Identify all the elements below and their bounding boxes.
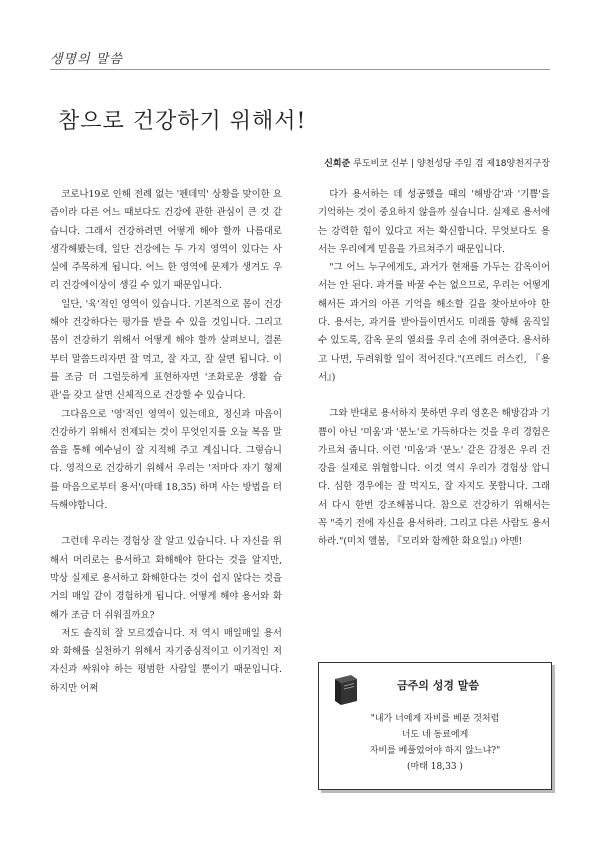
verse-title: 금주의 성경 말씀 bbox=[397, 679, 480, 692]
verse-line: 너도 네 동료에게 bbox=[401, 730, 469, 740]
paragraph: 저도 솔직히 잘 모르겠습니다. 저 역시 매일매일 용서와 화해를 실천하기 위해서 자기중심적이고 이기적인 저 자신과 싸워야 하는 평범한 사람일 뿐이기 때문입니다. 하지만 어쩌 bbox=[50, 627, 282, 694]
byline bbox=[324, 156, 550, 169]
verse-text bbox=[319, 711, 551, 775]
verse-line: 자비를 베풀었어야 하지 않느냐?" bbox=[369, 746, 501, 756]
paragraph: 그런데 우리는 경험상 잘 알고 있습니다. 나 자신을 위해서 머리로는 용서하고 화해해야 한다는 것을 알지만, 막상 실제로 용서하고 화해한다는 것이 쉽지 않다는 것을 거의 매일 같이 경험하게 됩니다. 어떻게 해야 용서와 화해가 조금 더 쉬워질까요? bbox=[50, 536, 282, 621]
verse-line: "내가 너에게 자비를 베푼 것처럼 bbox=[370, 714, 500, 724]
byline-role: 루도비코 신부 | 양천성당 주임 겸 제18양천지구장 bbox=[350, 159, 550, 169]
verse-reference: (마태 18,33 ) bbox=[407, 762, 463, 772]
article-title: 참으로 건강하기 위해서! bbox=[58, 109, 307, 134]
section-label: 생명의 말씀 bbox=[50, 52, 123, 67]
weekly-verse-box bbox=[318, 662, 552, 790]
bible-icon bbox=[331, 673, 361, 707]
quote-paragraph: "그 어느 누구에게도, 과거가 현재를 가두는 감옥이어서는 안 된다. 과거를 바꿀 수는 없으므로, 우리는 어떻게 해서든 과거의 아픈 기억을 해소할 길을 찾아보아야 한다. 용서는, 과거를 받아들이면서도 미래를 향해 움직일 수 있도록, 감옥 문의 열쇠를 우리 손에 쥐여준다. 용서하고 나면, 두려워할 일이 적어진다."(프레드 러스킨, 『용서』) bbox=[318, 262, 550, 383]
byline-name: 신희준 bbox=[324, 159, 351, 169]
paragraph: 일단, '육'적인 영역이 있습니다. 기본적으로 몸이 건강해야 건강하다는 평가를 받을 수 있을 것입니다. 그리고 몸이 건강하기 위해서 어떻게 해야 할까 살펴보니, 결론부터 말씀드리자면 잘 먹고, 잘 자고, 잘 살면 됩니다. 이를 조금 더 그럴듯하게 표현하자면 '조화로운 생활 습관'을 갖고 살면 신체적으로 건강할 수 있습니다. bbox=[50, 298, 282, 402]
right-column bbox=[318, 186, 550, 552]
paragraph: 그다음으로 '영'적인 영역이 있는데요, 정신과 마음이 건강하기 위해서 전제되는 것이 무엇인지를 오늘 복음 말씀을 통해 예수님이 잘 지적해 주고 계십니다. 그렇습니다. 영적으로 건강하기 위해서 우리는 '저마다 자기 형제를 마음으로부터 용서'(마태 18,35) 하며 사는 방법을 터득해야합니다. bbox=[50, 408, 282, 512]
page-header bbox=[50, 48, 550, 70]
paragraph: 다가 용서하는 데 성공했을 때의 '해방감'과 '기쁨'을 기억하는 것이 중요하지 않을까 싶습니다. 실제로 용서에는 강력한 힘이 있다고 저는 확신합니다. 무엇보다도 용서는 우리에게 믿음을 가르쳐주기 때문입니다. bbox=[318, 189, 550, 255]
paragraph: 그와 반대로 용서하지 못하면 우리 영혼은 해방감과 기쁨이 아닌 '미움'과 '분노'로 가득하다는 것을 우리 경험은 가르쳐 줍니다. 이런 '미움'과 '분노' 같은 감정은 우리 건강을 실제로 위협합니다. 이것 역시 우리가 경험상 압니다. 심한 경우에는 잘 먹지도, 잘 자지도 못합니다. 그래서 다시 한번 강조해봅니다. 참으로 건강하기 위해서는 꼭 "죽기 전에 자신을 용서하라. 그리고 다른 사람도 용서하라."(미치 앨봄, 『모리와 함께한 화요일』) 아멘! bbox=[318, 408, 550, 548]
left-column bbox=[50, 186, 282, 698]
paragraph: 코로나19로 인해 전례 없는 '펜데믹' 상황을 맞이한 요즘이라 다른 어느 때보다도 건강에 관한 관심이 큰 것 같습니다. 그래서 건강하려면 어떻게 해야 할까 나름대로 생각해봤는데, 일단 건강에는 두 가지 영역이 있다는 사실에 주목하게 됩니다. 어느 한 영역에 문제가 생겨도 우리 건강에이상이 생길 수 있기 때문입니다. bbox=[50, 189, 282, 292]
